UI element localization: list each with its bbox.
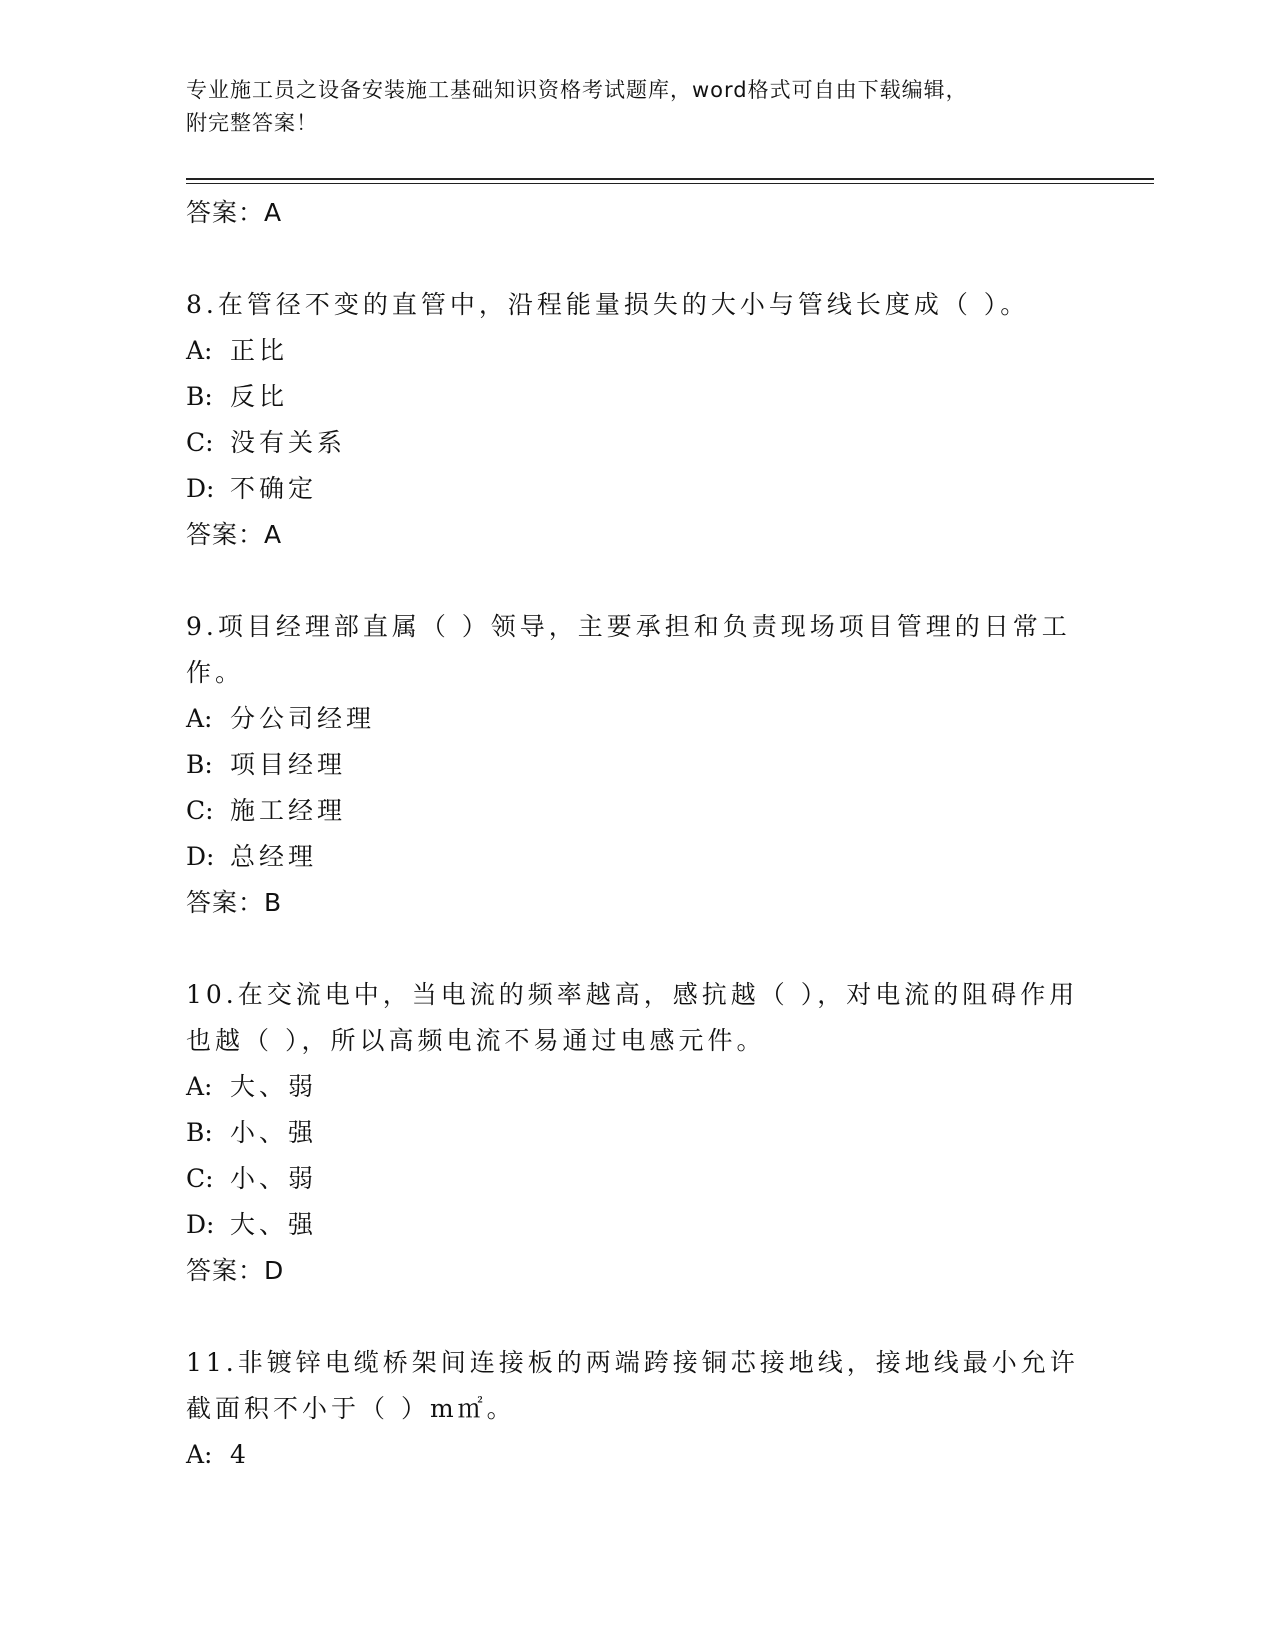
option-a (186, 1064, 1086, 1110)
question-stem: 11.非镀锌电缆桥架间连接板的两端跨接铜芯接地线，接地线最小允许截面积不小于（ ）m㎡。 (186, 1348, 1079, 1423)
question-stem: 10.在交流电中，当电流的频率越高，感抗越（ ），对电流的阻碍作用也越（ ），所以高频电流不易通过电感元件。 (186, 980, 1079, 1055)
option-key: C: (186, 796, 214, 825)
header-divider (186, 178, 1154, 180)
option-text: 项目经理 (230, 750, 347, 779)
question-stem: 9.项目经理部直属（ ）领导，主要承担和负责现场项目管理的日常工作。 (186, 612, 1071, 687)
option-key: D: (186, 474, 215, 503)
option-b (186, 1110, 1086, 1156)
question-9 (186, 604, 1086, 926)
option-text: 大、弱 (230, 1072, 318, 1101)
option-text: 施工经理 (230, 796, 347, 825)
answer-line: 答案：B (186, 888, 283, 917)
option-c (186, 1156, 1086, 1202)
question-stem: 8.在管径不变的直管中，沿程能量损失的大小与管线长度成（ ）。 (186, 290, 1030, 319)
option-key: B: (186, 1118, 213, 1147)
option-text: 分公司经理 (230, 704, 376, 733)
header-line-2: 附完整答案！ (186, 111, 318, 135)
option-key: D: (186, 842, 215, 871)
header-divider-thin (186, 183, 1154, 184)
option-key: C: (186, 1164, 214, 1193)
answer-line: 答案：D (186, 1256, 285, 1285)
option-text: 小、强 (230, 1118, 318, 1147)
option-a (186, 696, 1086, 742)
option-key: A: (186, 704, 213, 733)
option-key: B: (186, 382, 213, 411)
option-b (186, 374, 1086, 420)
option-b (186, 742, 1086, 788)
option-key: A: (186, 336, 213, 365)
option-text: 总经理 (230, 842, 318, 871)
option-c (186, 420, 1086, 466)
option-a (186, 328, 1086, 374)
answer-line: 答案：A (186, 198, 283, 227)
option-text: 4 (230, 1440, 250, 1469)
answer-line: 答案：A (186, 520, 283, 549)
option-d (186, 834, 1086, 880)
option-key: A: (186, 1440, 213, 1469)
option-text: 不确定 (230, 474, 318, 503)
option-d (186, 466, 1086, 512)
header-line-1: 专业施工员之设备安装施工基础知识资格考试题库，word格式可自由下载编辑， (186, 78, 968, 102)
option-text: 小、弱 (230, 1164, 318, 1193)
option-text: 没有关系 (230, 428, 347, 457)
option-a (186, 1432, 1086, 1478)
question-list (186, 190, 1086, 1478)
option-key: B: (186, 750, 213, 779)
question-8 (186, 282, 1086, 558)
option-d (186, 1202, 1086, 1248)
option-key: D: (186, 1210, 215, 1239)
document-header (186, 74, 1086, 140)
option-text: 反比 (230, 382, 289, 411)
option-text: 大、强 (230, 1210, 318, 1239)
question-10 (186, 972, 1086, 1294)
option-key: A: (186, 1072, 213, 1101)
question-11 (186, 1340, 1086, 1478)
option-c (186, 788, 1086, 834)
option-text: 正比 (230, 336, 289, 365)
option-key: C: (186, 428, 214, 457)
